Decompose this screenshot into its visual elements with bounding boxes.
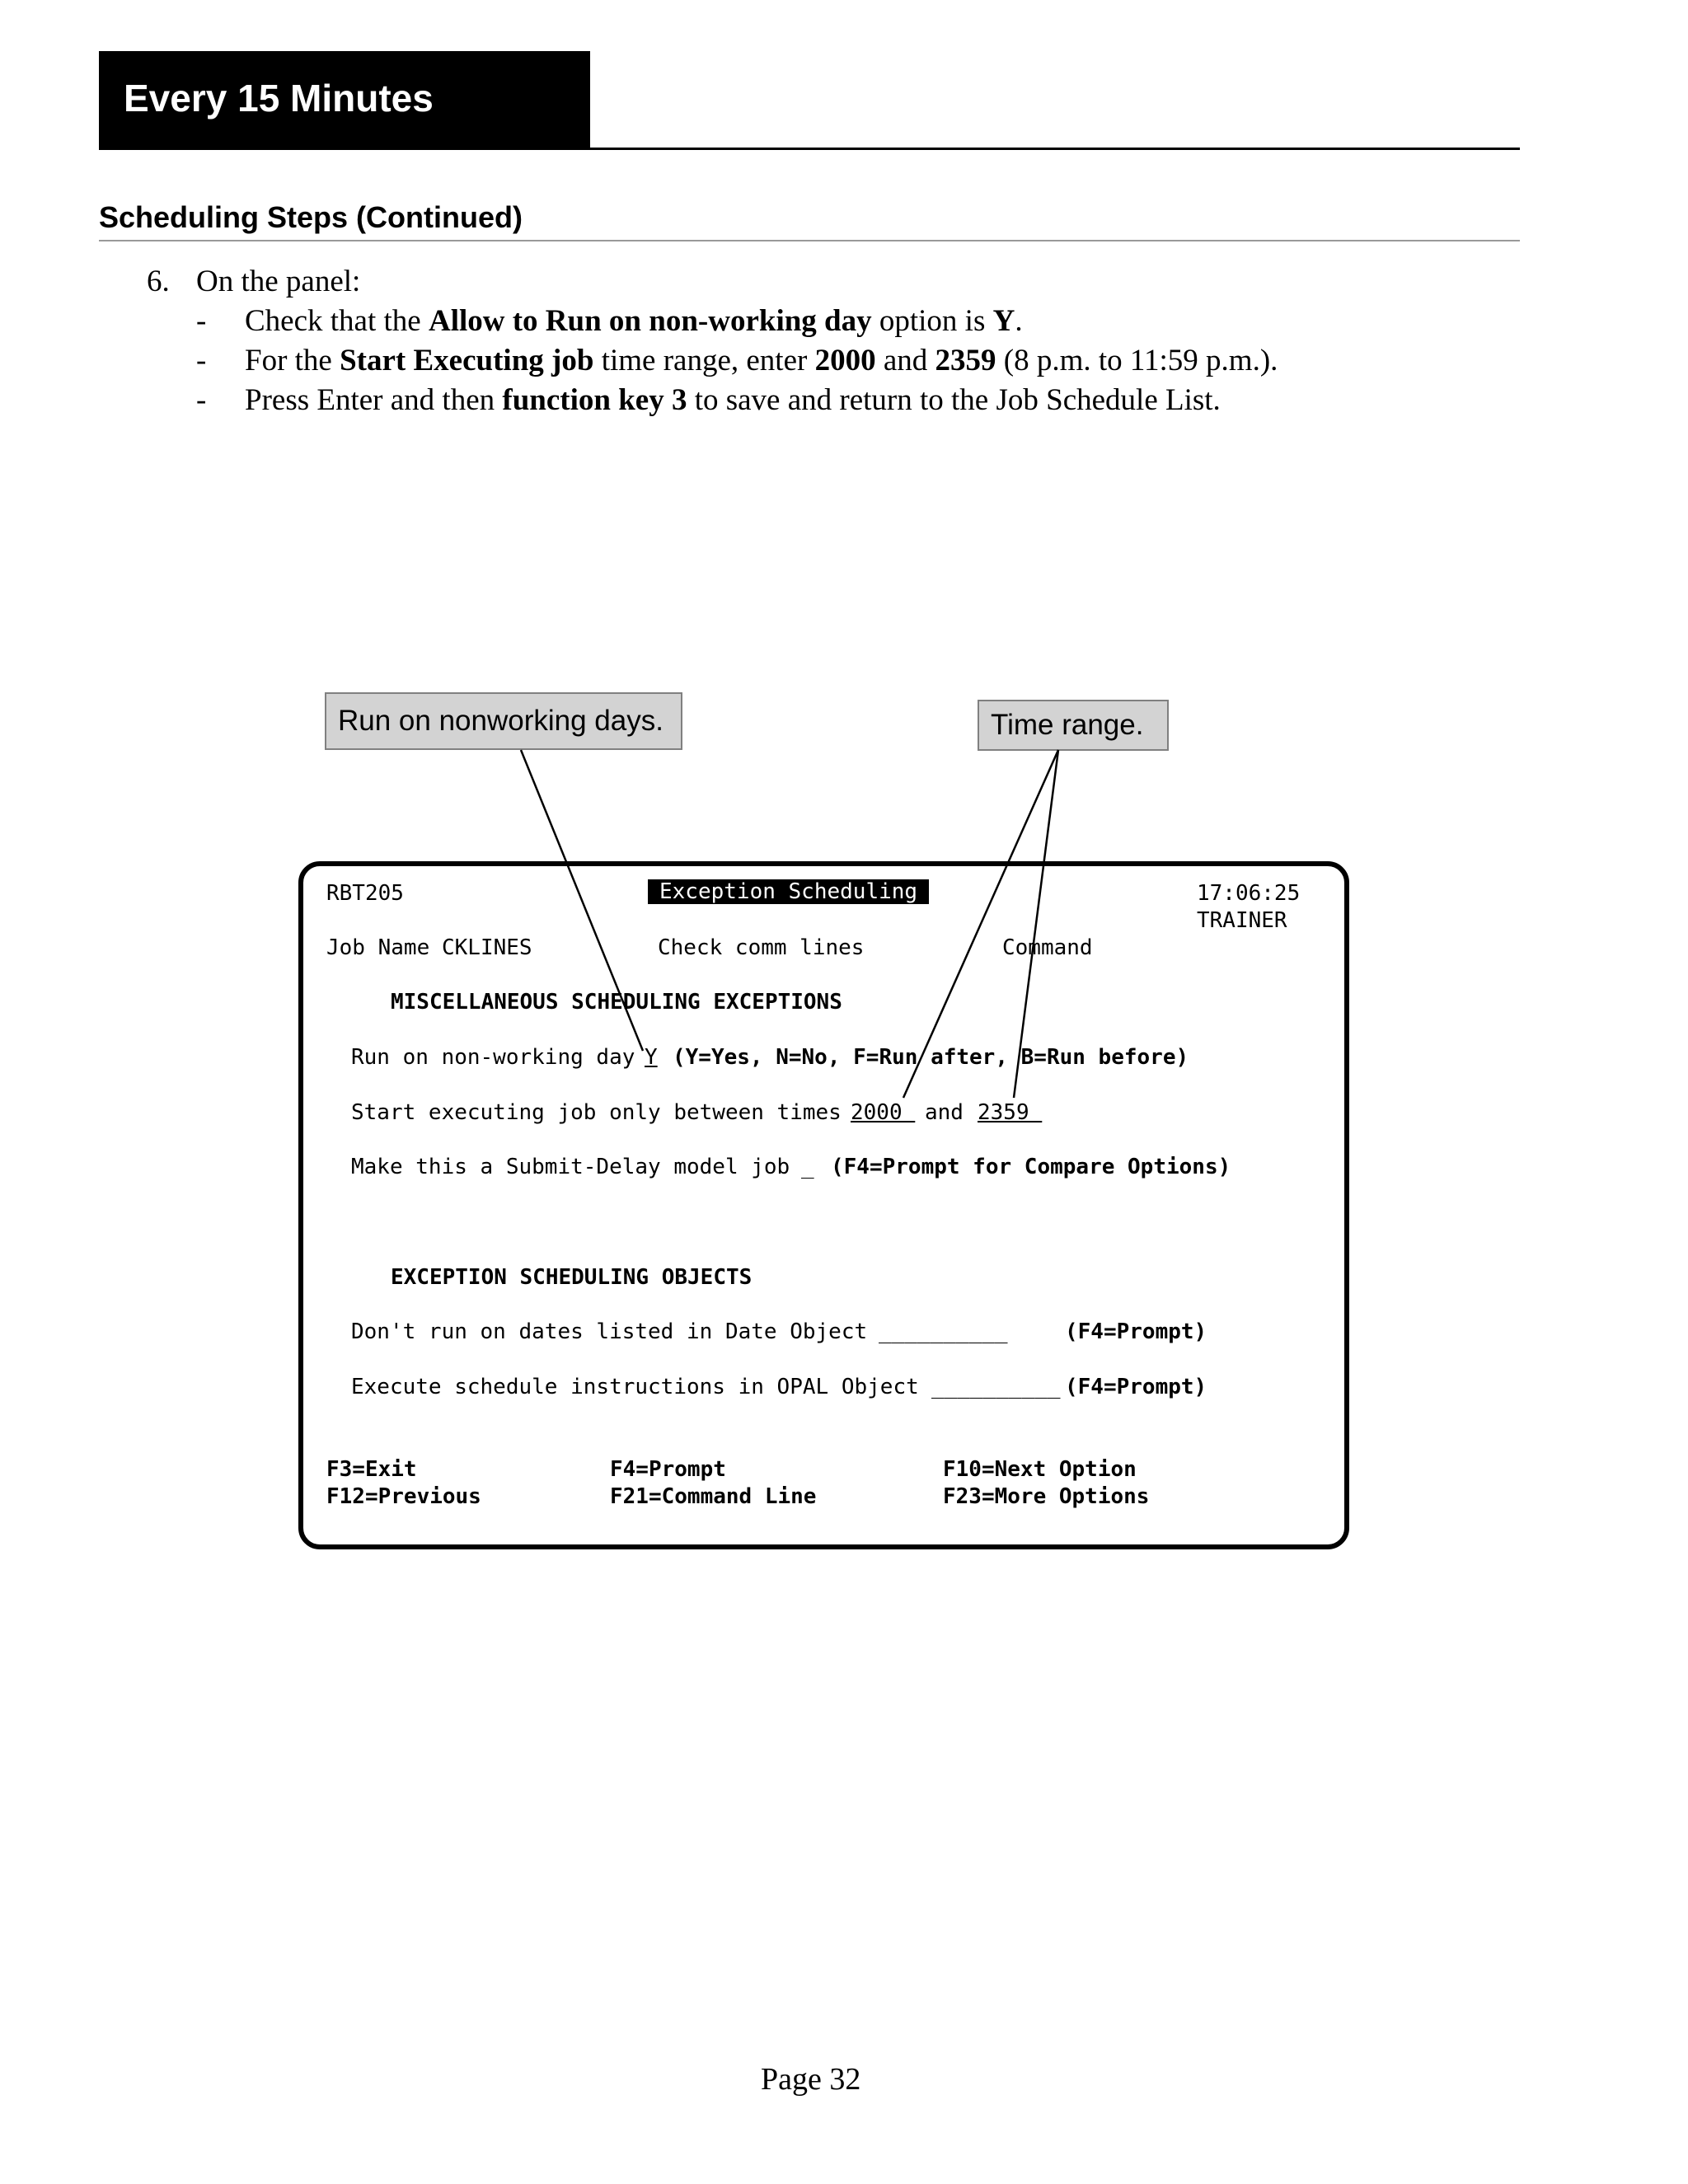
submit-delay-label: Make this a Submit-Delay model job <box>351 1155 790 1179</box>
clock: 17:06:25 <box>1197 881 1301 906</box>
and-label: and <box>925 1100 964 1125</box>
job-name-label: Job Name <box>326 935 430 960</box>
fkey-previous[interactable]: F12=Previous <box>326 1484 481 1509</box>
start-time-label: Start executing job only between times <box>351 1100 842 1125</box>
page-title: Every 15 Minutes <box>124 77 434 120</box>
opal-object-hint: (F4=Prompt) <box>1065 1375 1207 1399</box>
panel-title: Exception Scheduling <box>648 881 929 902</box>
section-title: Scheduling Steps (Continued) <box>99 200 523 234</box>
nonworking-day-options: (Y=Yes, N=No, F=Run after, B=Run before) <box>673 1045 1189 1070</box>
fkey-command-line[interactable]: F21=Command Line <box>610 1484 817 1509</box>
callout-time-range: Time range. <box>978 700 1169 751</box>
leader-line-nonworking <box>521 750 643 1051</box>
job-name: CKLINES <box>442 935 532 960</box>
step-number: 6. <box>147 265 170 298</box>
callout-nonworking-days: Run on nonworking days. <box>325 692 682 750</box>
date-object-label: Don't run on dates listed in Date Object <box>351 1319 868 1344</box>
submit-delay-hint: (F4=Prompt for Compare Options) <box>831 1155 1231 1179</box>
page-number: Page 32 <box>761 2062 861 2097</box>
step-bullet-allow-run: Check that the Allow to Run on non-working day option is Y. <box>245 304 1023 338</box>
step-bullet-dash: - <box>196 383 207 417</box>
fkey-more-options[interactable]: F23=More Options <box>943 1484 1150 1509</box>
user-id: TRAINER <box>1197 908 1287 933</box>
opal-object-label: Execute schedule instructions in OPAL Object <box>351 1375 919 1399</box>
exception-objects-heading: EXCEPTION SCHEDULING OBJECTS <box>391 1265 753 1290</box>
nonworking-day-label: Run on non-working day <box>351 1045 635 1070</box>
fkey-prompt[interactable]: F4=Prompt <box>610 1457 726 1482</box>
program-id: RBT205 <box>326 881 404 906</box>
step-bullet-time-range: For the Start Executing job time range, enter 2000 and 2359 (8 p.m. to 11:59 p.m.). <box>245 344 1278 377</box>
date-object-hint: (F4=Prompt) <box>1065 1319 1207 1344</box>
start-time-from-input[interactable]: 2000 <box>851 1100 916 1125</box>
start-time-to-input[interactable]: 2359 <box>978 1100 1043 1125</box>
fkey-next-option[interactable]: F10=Next Option <box>943 1457 1137 1482</box>
date-object-input[interactable]: __________ <box>879 1319 1008 1344</box>
job-description: Check comm lines <box>658 935 865 960</box>
misc-exceptions-heading: MISCELLANEOUS SCHEDULING EXCEPTIONS <box>391 990 842 1015</box>
step-bullet-save: Press Enter and then function key 3 to save and return to the Job Schedule List. <box>245 383 1221 417</box>
step-bullet-dash: - <box>196 304 207 338</box>
submit-delay-input[interactable]: _ <box>801 1155 814 1179</box>
step-intro: On the panel: <box>196 265 361 298</box>
job-type: Command <box>1002 935 1093 960</box>
opal-object-input[interactable]: __________ <box>931 1375 1061 1399</box>
nonworking-day-input[interactable]: Y <box>645 1045 658 1070</box>
step-bullet-dash: - <box>196 344 207 377</box>
fkey-exit[interactable]: F3=Exit <box>326 1457 417 1482</box>
